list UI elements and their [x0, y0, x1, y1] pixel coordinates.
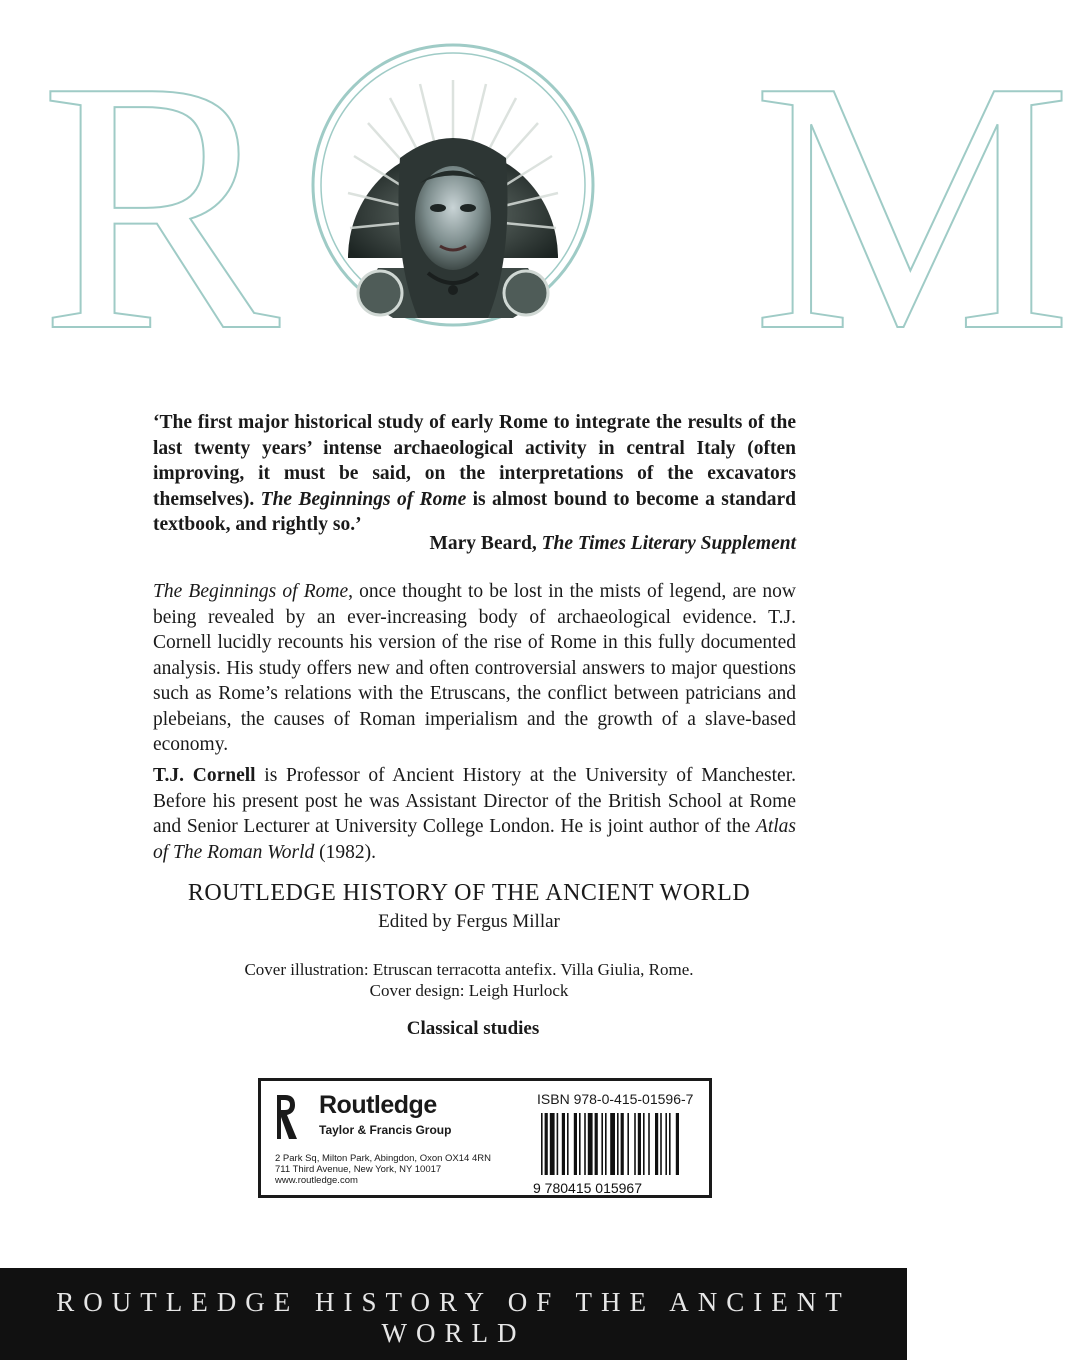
footer-series-title: ROUTLEDGE HISTORY OF THE ANCIENT WORLD [56, 1287, 851, 1348]
author-bio [153, 763, 796, 865]
barcode-bar [643, 1113, 645, 1175]
barcode-bar [595, 1113, 598, 1175]
barcode-digits: 9 780415 015967 [533, 1180, 642, 1196]
author-name: T.J. Cornell [153, 765, 256, 786]
cover-design-credit: Cover design: Leigh Hurlock [369, 981, 569, 1000]
barcode-bar [567, 1113, 569, 1175]
barcode-bar [557, 1113, 559, 1175]
barcode-bar [610, 1113, 615, 1175]
barcode-bar [669, 1113, 671, 1175]
description-book-title: The Beginnings of Rome [153, 581, 349, 602]
publisher-group: Taylor & Francis Group [319, 1123, 452, 1137]
title-letter-r: R [40, 6, 281, 405]
routledge-logo-icon [275, 1091, 299, 1143]
quote-author: Mary Beard, [429, 533, 537, 554]
bio-book-title: Atlas of The Roman World [153, 816, 796, 863]
bio-year: (1982). [314, 841, 376, 863]
address-line: 711 Third Avenue, New York, NY 10017 [275, 1164, 442, 1175]
barcode-bar [584, 1113, 586, 1175]
barcode-bar [588, 1113, 593, 1175]
category-label: Classical studies [406, 1018, 540, 1039]
title-letter-m: M [752, 6, 1072, 405]
book-description [153, 579, 796, 758]
series-editor: Edited by Fergus Millar [378, 911, 560, 932]
barcode-bar [621, 1113, 624, 1175]
barcode-bar [648, 1113, 650, 1175]
barcode-bar [655, 1113, 658, 1175]
barcode-bar [638, 1113, 641, 1175]
barcode-bar [545, 1113, 548, 1175]
quote-source: The Times Literary Supplement [541, 533, 796, 554]
barcode-bar [562, 1113, 565, 1175]
barcode-bar [617, 1113, 619, 1175]
barcode-bar [601, 1113, 603, 1175]
review-quote [153, 410, 796, 538]
description-text: , once thought to be lost in the mists of legend, are now being revealed by an ever-increasing body of archaeological evidence. T.J. Cornell lucidly recounts his version of the rise of Rome in this fully documented analysis. His study offers new and often controversial answers to major questions such as Rome’s relations with the Etruscans, the conflict between patricians and plebeians, the causes of Roman imperialism and the growth of a slave-based economy. [153, 581, 797, 755]
quote-attribution [153, 533, 796, 555]
barcode-bar [627, 1113, 629, 1175]
barcode-bar [665, 1113, 667, 1175]
barcode-bar [541, 1113, 543, 1175]
series-title: ROUTLEDGE HISTORY OF THE ANCIENT WORLD [187, 880, 751, 906]
publisher-name: Routledge [319, 1091, 437, 1119]
antefix-illustration [338, 68, 568, 338]
publisher-imprint-box [258, 1078, 712, 1198]
isbn-label: ISBN 978-0-415-01596-7 [537, 1091, 694, 1107]
bio-text: is Professor of Ancient History at the University of Manchester. Before his present post he was Assistant Director of the British School at Rome and Senior Lecturer at University College London. He is joint author of the [153, 765, 796, 837]
barcode-bar [634, 1113, 636, 1175]
barcode-bar [574, 1113, 577, 1175]
quote-book-title: The Beginnings of Rome [260, 488, 467, 510]
barcode-bar [605, 1113, 607, 1175]
quote-text-end: is almost bound to become a standard textbook, and rightly so.’ [153, 488, 796, 535]
barcode-bar [550, 1113, 555, 1175]
barcode-bar [660, 1113, 662, 1175]
quote-text-start: ‘The first major historical study of early Rome to integrate the results of the last twenty years’ intense archaeological activity in central Italy (often improving, it must be said, on the interpretations of the excavators themselves). [153, 412, 796, 510]
isbn-barcode [531, 1113, 709, 1195]
publisher-website: www.routledge.com [275, 1175, 358, 1186]
barcode-bar [579, 1113, 581, 1175]
barcode-bar [676, 1113, 679, 1175]
publisher-address [275, 1153, 491, 1186]
address-line: 2 Park Sq, Milton Park, Abingdon, Oxon OX14 4RN [275, 1153, 491, 1164]
cover-illustration-credit: Cover illustration: Etruscan terracotta antefix. Villa Giulia, Rome. [244, 960, 694, 979]
